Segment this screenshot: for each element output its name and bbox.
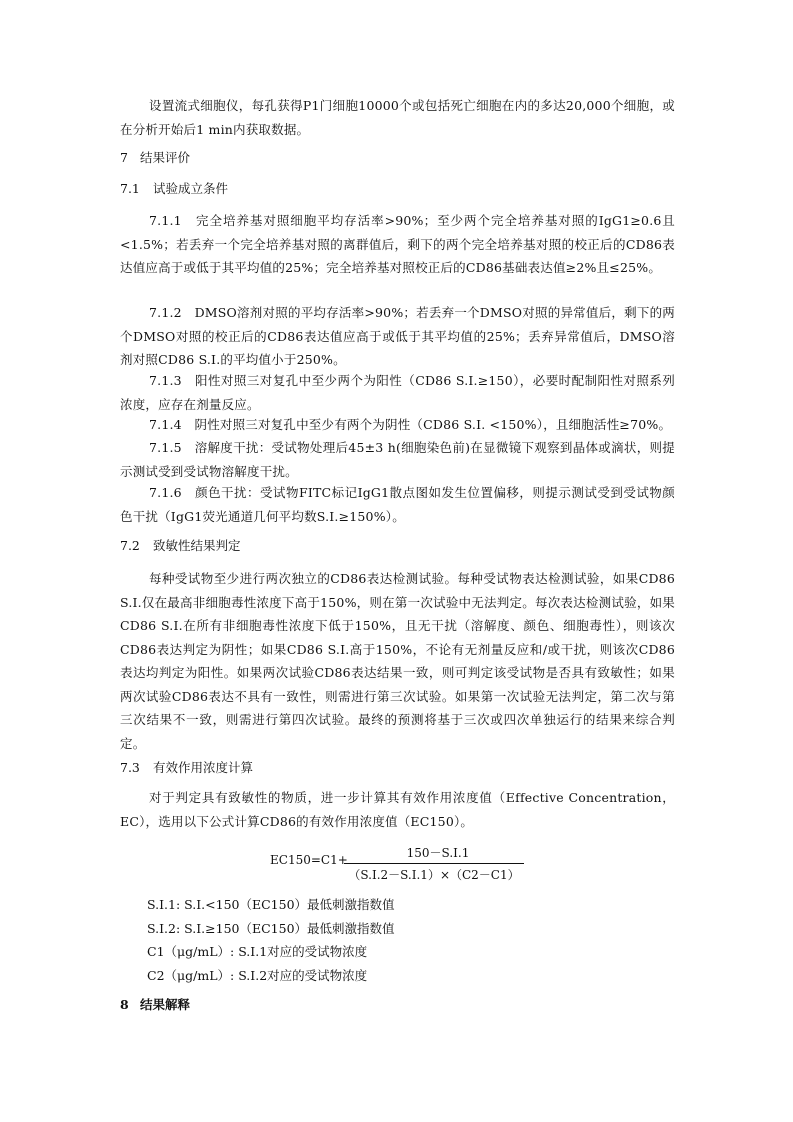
clause-text: 7.1.2 DMSO溶剂对照的平均存活率>90%；若丢弃一个DMSO对照的异常值后，剩下的两个DMSO对照的校正后的CD86表达值应高于或低于其平均值的25%；丢弃异常值后，DMSO溶剂对照CD86 S.I.的平均值小于250%。 bbox=[120, 305, 675, 367]
section-title: 结果评价 bbox=[140, 150, 191, 165]
formula-lhs: EC150=C1+ bbox=[270, 853, 348, 867]
clause-7-1-6 bbox=[120, 481, 675, 528]
section-7-1-heading bbox=[120, 179, 228, 199]
clause-7-1-5 bbox=[120, 436, 675, 483]
formula-denominator: （S.I.2－S.I.1）×（C2－C1） bbox=[348, 868, 520, 882]
clause-7-1-4 bbox=[120, 413, 675, 437]
section-title: 有效作用浓度计算 bbox=[153, 760, 254, 775]
clause-text: 7.1.5 溶解度干扰：受试物处理后45±3 h(细胞染色前)在显微镜下观察到晶体或滴状，则提示测试受到受试物溶解度干扰。 bbox=[120, 440, 675, 479]
section-title: 致敏性结果判定 bbox=[153, 538, 241, 553]
section-7-3-paragraph bbox=[120, 786, 675, 833]
definition-item: S.I.2: S.I.≥150（EC150）最低刺激指数值 bbox=[147, 920, 395, 936]
definition-item: C1（μg/mL）: S.I.1对应的受试物浓度 bbox=[147, 944, 368, 959]
formula-fraction bbox=[344, 843, 524, 886]
section-7-3-heading bbox=[120, 758, 253, 778]
formula-numerator: 150－S.I.1 bbox=[406, 846, 470, 860]
section-number: 7.3 bbox=[120, 760, 140, 775]
section-7-heading bbox=[120, 148, 190, 168]
clause-7-1-3 bbox=[120, 369, 675, 416]
clause-text: 7.1.6 颜色干扰：受试物FITC标记IgG1散点图如发生位置偏移，则提示测试受到受试物颜色干扰（IgG1荧光通道几何平均数S.I.≥150%）。 bbox=[120, 485, 675, 524]
section-number: 7 bbox=[120, 150, 128, 165]
intro-paragraph bbox=[120, 94, 675, 141]
clause-7-1-1 bbox=[120, 209, 675, 280]
clause-7-1-2 bbox=[120, 301, 675, 372]
section-number: 7.1 bbox=[120, 181, 140, 196]
section-7-2-paragraph bbox=[120, 567, 675, 755]
clause-text: 7.1.3 阳性对照三对复孔中至少两个为阳性（CD86 S.I.≥150），必要时配制阳性对照系列浓度，应存在剂量反应。 bbox=[120, 373, 675, 412]
definition-item: C2（μg/mL）: S.I.2对应的受试物浓度 bbox=[147, 967, 368, 983]
ec150-formula bbox=[270, 843, 530, 887]
formula-definitions bbox=[147, 893, 395, 987]
definition-item: S.I.1: S.I.<150（EC150）最低刺激指数值 bbox=[147, 897, 395, 912]
section-title: 结果解释 bbox=[140, 997, 191, 1012]
intro-text: 设置流式细胞仪，每孔获得P1门细胞10000个或包括死亡细胞在内的多达20,000个细胞，或在分析开始后1 min内获取数据。 bbox=[120, 98, 675, 137]
section-7-2-heading bbox=[120, 536, 241, 556]
section-title: 试验成立条件 bbox=[153, 181, 229, 196]
paragraph-text: 每种受试物至少进行两次独立的CD86表达检测试验。每种受试物表达检测试验，如果CD86 S.I.仅在最高非细胞毒性浓度下高于150%，则在第一次试验中无法判定。每次表达检测试验，如果CD86 S.I.在所有非细胞毒性浓度下低于150%，且无干扰（溶解度、颜色、细胞毒性），则该次CD86表达判定为阴性；如果CD86 S.I.高于150%，不论有无剂量反应和/或干扰，则该次CD86表达均判定为阳性。如果两次试验CD86表达结果一致，则可判定该受试物是否具有致敏性；如果两次试验CD86表达不具有一致性，则需进行第三次试验。如果第一次试验无法判定，第二次与第三次结果不一致，则需进行第四次试验。最终的预测将基于三次或四次单独运行的结果来综合判定。 bbox=[120, 571, 675, 751]
section-number: 7.2 bbox=[120, 538, 140, 553]
clause-text: 7.1.4 阴性对照三对复孔中至少有两个为阴性（CD86 S.I. <150%），且细胞活性≥70%。 bbox=[149, 417, 672, 432]
section-number: 8 bbox=[120, 997, 129, 1012]
section-8-heading bbox=[120, 995, 190, 1015]
paragraph-text: 对于判定具有致敏性的物质，进一步计算其有效作用浓度值（Effective Concentration，EC），选用以下公式计算CD86的有效作用浓度值（EC150）。 bbox=[120, 790, 675, 829]
clause-text: 7.1.1 完全培养基对照细胞平均存活率>90%；至少两个完全培养基对照的IgG1≥0.6且<1.5%；若丢弃一个完全培养基对照的离群值后，剩下的两个完全培养基对照的校正后的CD86表达值应高于或低于其平均值的25%；完全培养基对照校正后的CD86基础表达值≥2%且≤25%。 bbox=[120, 213, 675, 275]
